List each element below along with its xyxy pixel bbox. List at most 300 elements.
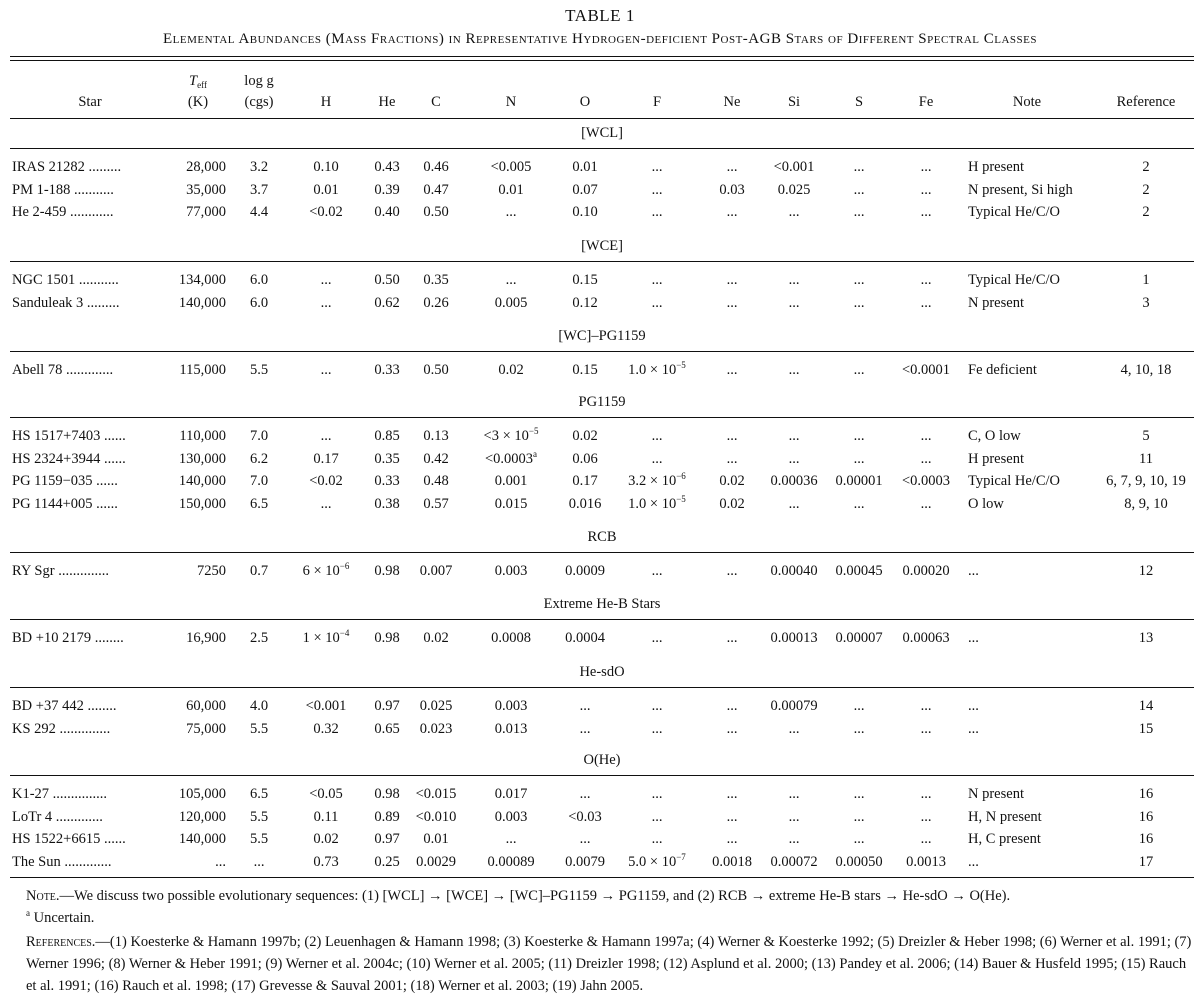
cell-logg: 5.5 xyxy=(249,808,269,825)
cell-f: $3.2 \times 10^{-6}$ xyxy=(628,471,686,489)
section-title: PG1159 xyxy=(578,394,626,410)
cell-h: 0.11 xyxy=(313,808,339,825)
cell-s: ... xyxy=(853,159,865,175)
cell-ref: 2 xyxy=(1142,204,1150,220)
cell-o: <0.03 xyxy=(568,808,602,825)
cell-star: Sanduleak 3 ......... xyxy=(12,294,120,311)
cell-logg: 5.5 xyxy=(249,720,269,737)
cell-s: ... xyxy=(853,362,865,378)
cell-si: ... xyxy=(788,294,800,311)
cell-he: 0.65 xyxy=(374,720,400,737)
cell-f: $1.0 \times 10^{-5}$ xyxy=(628,493,686,512)
cell-note: N present xyxy=(968,294,1024,311)
cell-logg: 5.5 xyxy=(249,362,269,378)
cell-logg: 0.7 xyxy=(249,563,269,579)
cell-teff: 120,000 xyxy=(178,808,226,825)
cell-note: H, C present xyxy=(968,831,1041,847)
footnote xyxy=(26,907,1196,929)
cell-si: 0.00079 xyxy=(770,698,818,714)
cell-o: ... xyxy=(579,698,591,714)
header-teff: $T_{eff}$ xyxy=(189,73,207,90)
cell-o: ... xyxy=(579,786,591,802)
cell-s: ... xyxy=(853,294,865,311)
cell-ref: 2 xyxy=(1142,159,1150,175)
cell-logg: 6.0 xyxy=(249,294,269,311)
cell-star: KS 292 .............. xyxy=(12,720,111,737)
section-rule xyxy=(10,687,1194,688)
cell-he: 0.33 xyxy=(374,362,400,378)
cell-star: IRAS 21282 ......... xyxy=(12,159,122,175)
section-rule xyxy=(10,552,1194,553)
cell-teff: 140,000 xyxy=(178,294,226,311)
cell-he: 0.97 xyxy=(374,698,400,714)
cell-n: 0.003 xyxy=(494,563,528,579)
cell-h: <0.05 xyxy=(309,786,343,802)
section-rule xyxy=(10,775,1194,776)
cell-si: 0.00013 xyxy=(770,630,818,646)
cell-logg: 4.0 xyxy=(249,698,269,714)
cell-fe: 0.0013 xyxy=(906,853,946,870)
note-label: Note. xyxy=(26,888,60,904)
header-n: N xyxy=(505,94,517,110)
cell-n: <0.0003$^a$ xyxy=(484,448,538,467)
cell-ne: ... xyxy=(726,362,738,378)
cell-teff: ... xyxy=(215,853,226,870)
section-rule xyxy=(10,619,1194,620)
cell-teff: 77,000 xyxy=(186,204,226,220)
cell-f: ... xyxy=(651,272,663,288)
cell-f: ... xyxy=(651,786,663,802)
cell-logg: 6.0 xyxy=(249,272,269,288)
cell-star: Abell 78 ............. xyxy=(12,362,114,378)
section-title: He-sdO xyxy=(579,664,625,680)
bottom-rule xyxy=(10,877,1194,878)
cell-fe: <0.0003 xyxy=(901,473,951,489)
cell-f: ... xyxy=(651,159,663,175)
cell-teff: 134,000 xyxy=(178,272,226,288)
references xyxy=(26,931,1196,997)
section-rule xyxy=(10,148,1194,149)
cell-ref: 2 xyxy=(1142,181,1150,198)
cell-h: 0.73 xyxy=(313,853,339,870)
cell-teff: 75,000 xyxy=(186,720,226,737)
header-o: O xyxy=(579,94,591,110)
cell-c: 0.50 xyxy=(423,362,449,378)
cell-c: 0.02 xyxy=(423,630,449,646)
cell-ne: ... xyxy=(726,450,738,467)
cell-note: N present xyxy=(968,786,1024,802)
cell-teff: 115,000 xyxy=(179,362,226,378)
cell-logg: 4.4 xyxy=(249,204,269,220)
cell-n: 0.017 xyxy=(494,786,528,802)
cell-star: HS 2324+3944 ...... xyxy=(12,450,126,467)
cell-note: ... xyxy=(968,698,979,714)
cell-c: 0.025 xyxy=(419,698,453,714)
cell-logg: 7.0 xyxy=(249,473,269,489)
cell-teff: 60,000 xyxy=(186,698,226,714)
cell-n: 0.01 xyxy=(498,181,524,198)
cell-s: ... xyxy=(853,831,865,847)
cell-si: ... xyxy=(788,362,800,378)
cell-logg: 6.5 xyxy=(249,495,269,512)
cell-fe: ... xyxy=(920,720,932,737)
cell-c: 0.0029 xyxy=(416,853,456,870)
header-logg-unit: (cgs) xyxy=(244,94,274,110)
section-title: [WC]–PG1159 xyxy=(558,328,646,344)
cell-he: 0.98 xyxy=(374,786,400,802)
cell-he: 0.85 xyxy=(374,428,400,444)
cell-ne: ... xyxy=(726,720,738,737)
cell-c: <0.010 xyxy=(415,808,457,825)
cell-ne: ... xyxy=(726,428,738,444)
header-reference: Reference xyxy=(1116,94,1176,110)
header-star: Star xyxy=(78,94,102,110)
cell-star: The Sun ............. xyxy=(12,853,112,870)
cell-o: 0.01 xyxy=(572,159,598,175)
cell-he: 0.40 xyxy=(374,204,400,220)
cell-he: 0.50 xyxy=(374,272,400,288)
header-s: S xyxy=(854,94,864,110)
cell-n: 0.003 xyxy=(494,808,528,825)
cell-ref: 17 xyxy=(1138,853,1154,870)
cell-h: ... xyxy=(320,495,332,512)
cell-o: 0.12 xyxy=(572,294,598,311)
cell-c: 0.48 xyxy=(423,473,449,489)
cell-si: ... xyxy=(788,786,800,802)
cell-h: <0.02 xyxy=(309,473,343,489)
cell-c: 0.023 xyxy=(419,720,453,737)
cell-n: <0.005 xyxy=(490,159,532,175)
cell-o: 0.02 xyxy=(572,428,598,444)
cell-he: 0.97 xyxy=(374,831,400,847)
cell-s: ... xyxy=(853,272,865,288)
cell-si: ... xyxy=(788,720,800,737)
cell-s: ... xyxy=(853,450,865,467)
cell-star: PM 1-188 ........... xyxy=(12,181,114,198)
cell-ref: 15 xyxy=(1138,720,1154,737)
cell-s: ... xyxy=(853,786,865,802)
cell-s: ... xyxy=(853,698,865,714)
cell-teff: 110,000 xyxy=(179,428,226,444)
cell-fe: ... xyxy=(920,181,932,198)
cell-si: ... xyxy=(788,204,800,220)
cell-teff: 150,000 xyxy=(178,495,226,512)
cell-h: <0.02 xyxy=(309,204,343,220)
cell-fe: ... xyxy=(920,808,932,825)
cell-fe: ... xyxy=(920,272,932,288)
cell-logg: 2.5 xyxy=(249,630,269,646)
cell-logg: 3.2 xyxy=(249,159,269,175)
cell-h: ... xyxy=(320,428,332,444)
cell-teff: 16,900 xyxy=(186,630,226,646)
cell-s: 0.00045 xyxy=(835,563,883,579)
section-rule xyxy=(10,351,1194,352)
cell-ne: ... xyxy=(726,272,738,288)
cell-note: N present, Si high xyxy=(968,181,1073,198)
cell-ne: 0.02 xyxy=(719,495,745,512)
table-number: TABLE 1 xyxy=(565,6,635,25)
cell-c: 0.13 xyxy=(423,428,449,444)
cell-o: 0.15 xyxy=(572,272,598,288)
cell-si: <0.001 xyxy=(773,159,815,175)
cell-f: ... xyxy=(651,808,663,825)
cell-he: 0.35 xyxy=(374,450,400,467)
cell-c: 0.35 xyxy=(423,272,449,288)
cell-ne: ... xyxy=(726,808,738,825)
footnote-text: Uncertain. xyxy=(30,910,95,926)
cell-teff: 105,000 xyxy=(178,786,226,802)
section-title: O(He) xyxy=(583,752,621,768)
cell-fe: ... xyxy=(920,428,932,444)
cell-logg: 6.5 xyxy=(249,786,269,802)
cell-star: NGC 1501 ........... xyxy=(12,272,119,288)
cell-star: HS 1517+7403 ...... xyxy=(12,428,126,444)
cell-ref: 8, 9, 10 xyxy=(1124,495,1168,512)
cell-si: ... xyxy=(788,272,800,288)
cell-fe: ... xyxy=(920,204,932,220)
cell-si: 0.025 xyxy=(777,181,811,198)
cell-logg: 5.5 xyxy=(249,831,269,847)
cell-f: ... xyxy=(651,181,663,198)
cell-si: 0.00040 xyxy=(770,563,818,579)
section-rule xyxy=(10,261,1194,262)
cell-n: $<3 \times 10^{-5}$ xyxy=(483,426,539,444)
references-text: —(1) Koesterke & Hamann 1997b; (2) Leuenhagen & Hamann 1998; (3) Koesterke & Hamann 1997a; (4) Werner & Koesterke 1992; (5) Dreizler & Heber 1998; (6) Werner et al. 1991; (7) Werner 1996; (8) Werner & Heber 1991; (9) Werner et al. 2004c; (10) Werner et al. 2005; (11) Dreizler 1998; (12) Asplund et al. 2000; (13) Pandey et al. 2006; (14) Bauer & Husfeld 1995; (15) Rauch et al. 1991; (16) Rauch et al. 1998; (17) Grevesse & Sauval 2001; (18) Werner et al. 2003; (19) Jahn 2005. xyxy=(26,934,1192,994)
cell-note: ... xyxy=(968,720,979,737)
cell-o: 0.0004 xyxy=(565,630,605,646)
header-logg: log g xyxy=(244,73,274,89)
cell-he: 0.25 xyxy=(374,853,400,870)
cell-f: ... xyxy=(651,450,663,467)
cell-si: ... xyxy=(788,450,800,467)
cell-f: ... xyxy=(651,294,663,311)
cell-f: ... xyxy=(651,428,663,444)
cell-ref: 1 xyxy=(1142,272,1150,288)
cell-f: ... xyxy=(651,698,663,714)
cell-ref: 14 xyxy=(1138,698,1154,714)
table-note xyxy=(26,885,1196,907)
cell-ref: 16 xyxy=(1138,808,1154,825)
cell-star: PG 1144+005 ...... xyxy=(12,495,118,512)
cell-star: K1-27 ............... xyxy=(12,786,108,802)
cell-ne: ... xyxy=(726,831,738,847)
cell-ne: ... xyxy=(726,630,738,646)
cell-s: ... xyxy=(853,808,865,825)
cell-o: 0.15 xyxy=(572,362,598,378)
header-teff-unit: (K) xyxy=(187,94,209,110)
header-f: F xyxy=(652,94,662,110)
cell-c: 0.57 xyxy=(423,495,449,512)
cell-he: 0.89 xyxy=(374,808,400,825)
cell-s: ... xyxy=(853,204,865,220)
cell-h: <0.001 xyxy=(305,698,347,714)
cell-f: ... xyxy=(651,204,663,220)
cell-h: $6 \times 10^{-6}$ xyxy=(302,561,350,579)
cell-teff: 28,000 xyxy=(186,159,226,175)
cell-star: BD +10 2179 ........ xyxy=(12,630,124,646)
cell-o: 0.17 xyxy=(572,473,598,489)
cell-ref: 16 xyxy=(1138,831,1154,847)
cell-s: ... xyxy=(853,428,865,444)
cell-he: 0.39 xyxy=(374,181,400,198)
cell-note: C, O low xyxy=(968,428,1021,444)
cell-ref: 11 xyxy=(1139,450,1153,467)
cell-f: ... xyxy=(651,630,663,646)
cell-ne: 0.02 xyxy=(719,473,745,489)
cell-c: 0.42 xyxy=(423,450,449,467)
cell-s: 0.00050 xyxy=(835,853,883,870)
cell-f: $5.0 \times 10^{-7}$ xyxy=(628,851,686,870)
cell-f: $1.0 \times 10^{-5}$ xyxy=(628,360,686,378)
cell-ne: ... xyxy=(726,563,738,579)
cell-fe: 0.00020 xyxy=(902,563,950,579)
cell-si: ... xyxy=(788,495,800,512)
cell-s: 0.00007 xyxy=(835,630,883,646)
cell-ne: ... xyxy=(726,204,738,220)
cell-c: 0.50 xyxy=(423,204,449,220)
cell-teff: 130,000 xyxy=(178,450,226,467)
cell-he: 0.33 xyxy=(374,473,400,489)
cell-fe: ... xyxy=(920,450,932,467)
section-title: Extreme He-B Stars xyxy=(543,596,661,612)
cell-si: 0.00072 xyxy=(770,853,818,870)
cell-ne: ... xyxy=(726,159,738,175)
cell-fe: ... xyxy=(920,831,932,847)
header-c: C xyxy=(431,94,441,110)
cell-h: 0.01 xyxy=(313,181,339,198)
cell-n: 0.02 xyxy=(498,362,524,378)
section-title: RCB xyxy=(587,529,617,545)
cell-o: 0.07 xyxy=(572,181,598,198)
cell-h: 0.02 xyxy=(313,831,339,847)
cell-note: Typical He/C/O xyxy=(968,473,1061,489)
cell-he: 0.43 xyxy=(374,159,400,175)
cell-note: H present xyxy=(968,450,1024,467)
cell-he: 0.62 xyxy=(374,294,400,311)
cell-ne: 0.03 xyxy=(719,181,745,198)
cell-si: ... xyxy=(788,831,800,847)
cell-star: HS 1522+6615 ...... xyxy=(12,831,126,847)
cell-note: Typical He/C/O xyxy=(968,272,1061,288)
cell-c: 0.26 xyxy=(423,294,449,311)
cell-ne: ... xyxy=(726,294,738,311)
cell-o: 0.10 xyxy=(572,204,598,220)
cell-fe: 0.00063 xyxy=(902,630,950,646)
cell-c: 0.46 xyxy=(423,159,449,175)
cell-star: BD +37 442 ........ xyxy=(12,698,117,714)
cell-star: RY Sgr .............. xyxy=(12,563,109,579)
cell-s: ... xyxy=(853,720,865,737)
cell-o: ... xyxy=(579,831,591,847)
cell-h: $1 \times 10^{-4}$ xyxy=(302,628,350,646)
section-title: [WCL] xyxy=(581,125,623,141)
section-title: [WCE] xyxy=(581,238,623,254)
top-rule xyxy=(10,56,1194,57)
cell-f: ... xyxy=(651,831,663,847)
cell-o: 0.0009 xyxy=(565,563,605,579)
cell-o: ... xyxy=(579,720,591,737)
cell-n: 0.0008 xyxy=(491,630,531,646)
cell-fe: ... xyxy=(920,159,932,175)
cell-he: 0.98 xyxy=(374,563,400,579)
references-label: References. xyxy=(26,934,96,950)
cell-note: Fe deficient xyxy=(968,362,1037,378)
cell-logg: 6.2 xyxy=(249,450,269,467)
cell-teff: 140,000 xyxy=(178,831,226,847)
cell-ne: ... xyxy=(726,698,738,714)
cell-h: 0.10 xyxy=(313,159,339,175)
header-fe: Fe xyxy=(918,94,934,110)
cell-f: ... xyxy=(651,563,663,579)
cell-fe: <0.0001 xyxy=(901,362,951,378)
header-note: Note xyxy=(1012,94,1042,110)
cell-logg: ... xyxy=(253,853,265,870)
header-rule xyxy=(10,118,1194,119)
cell-ne: 0.0018 xyxy=(712,853,752,870)
cell-fe: ... xyxy=(920,698,932,714)
cell-ref: 12 xyxy=(1138,563,1154,579)
cell-n: 0.013 xyxy=(494,720,528,737)
cell-fe: ... xyxy=(920,786,932,802)
cell-f: ... xyxy=(651,720,663,737)
cell-n: 0.003 xyxy=(494,698,528,714)
cell-h: 0.17 xyxy=(313,450,339,467)
cell-star: He 2-459 ............ xyxy=(12,204,114,220)
header-si: Si xyxy=(787,94,801,110)
footnote-mark: a xyxy=(26,908,30,918)
cell-teff: 35,000 xyxy=(186,181,226,198)
cell-fe: ... xyxy=(920,495,932,512)
section-rule xyxy=(10,417,1194,418)
cell-ref: 4, 10, 18 xyxy=(1120,362,1172,378)
cell-teff: 140,000 xyxy=(178,473,226,489)
cell-note: ... xyxy=(968,630,979,646)
cell-note: H, N present xyxy=(968,808,1042,825)
cell-o: 0.06 xyxy=(572,450,598,467)
cell-note: ... xyxy=(968,853,979,870)
cell-note: H present xyxy=(968,159,1024,175)
cell-ref: 3 xyxy=(1142,294,1150,311)
cell-si: 0.00036 xyxy=(770,473,818,489)
cell-n: 0.00089 xyxy=(487,853,535,870)
cell-s: ... xyxy=(853,495,865,512)
cell-n: ... xyxy=(505,831,517,847)
cell-o: 0.016 xyxy=(568,495,602,512)
cell-h: ... xyxy=(320,362,332,378)
cell-ref: 16 xyxy=(1138,786,1154,802)
cell-c: <0.015 xyxy=(415,786,457,802)
cell-si: ... xyxy=(788,808,800,825)
cell-he: 0.38 xyxy=(374,495,400,512)
cell-ne: ... xyxy=(726,786,738,802)
cell-ref: 13 xyxy=(1138,630,1154,646)
cell-note: Typical He/C/O xyxy=(968,204,1061,220)
header-he: He xyxy=(378,94,396,110)
cell-star: PG 1159−035 ...... xyxy=(12,473,118,489)
cell-ref: 5 xyxy=(1142,428,1150,444)
cell-si: ... xyxy=(788,428,800,444)
cell-s: 0.00001 xyxy=(835,473,883,489)
cell-n: 0.005 xyxy=(494,294,528,311)
cell-note: ... xyxy=(968,563,979,579)
cell-s: ... xyxy=(853,181,865,198)
cell-fe: ... xyxy=(920,294,932,311)
cell-logg: 7.0 xyxy=(249,428,269,444)
cell-ref: 6, 7, 9, 10, 19 xyxy=(1106,473,1186,489)
cell-teff: 7250 xyxy=(197,563,226,579)
cell-c: 0.47 xyxy=(423,181,449,198)
cell-h: ... xyxy=(320,294,332,311)
